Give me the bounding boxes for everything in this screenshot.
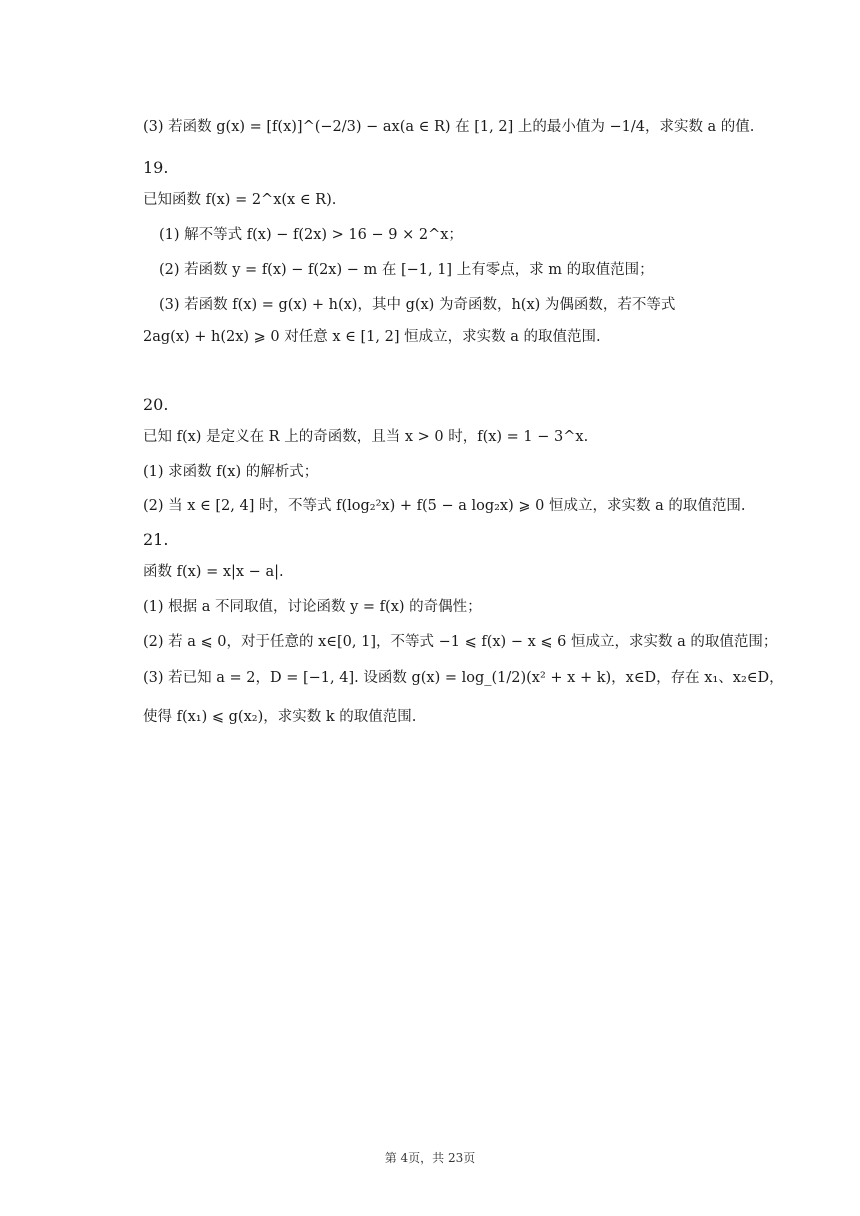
q21-stem: 函数 f(x) = x|x − a|. [143, 564, 284, 580]
q21-part1: (1) 根据 a 不同取值，讨论函数 y = f(x) 的奇偶性； [143, 599, 482, 615]
q19-stem: 已知函数 f(x) = 2^x(x ∈ R). [143, 192, 337, 208]
page-footer: 第 4页，共 23页 [384, 1151, 476, 1165]
q19-part2: (2) 若函数 y = f(x) − f(2x) − m 在 [−1, 1] 上有零点，求 m 的取值范围； [159, 262, 654, 278]
q19-number: 19. [143, 158, 169, 177]
q20-part1: (1) 求函数 f(x) 的解析式； [143, 464, 319, 480]
q21-number: 21. [143, 530, 169, 549]
q21-part2: (2) 若 a ⩽ 0，对于任意的 x∈[0, 1]，不等式 −1 ⩽ f(x) − x ⩽ 6 恒成立，求实数 a 的取值范围； [143, 634, 778, 650]
q19-part3b: 2ag(x) + h(2x) ⩾ 0 对任意 x ∈ [1, 2] 恒成立，求实数 a 的取值范围. [143, 329, 601, 345]
q19-part1: (1) 解不等式 f(x) − f(2x) > 16 − 9 × 2^x； [159, 227, 463, 243]
q21-part3b: 使得 f(x₁) ⩽ g(x₂)，求实数 k 的取值范围. [143, 709, 417, 725]
q20-stem: 已知 f(x) 是定义在 R 上的奇函数，且当 x > 0 时，f(x) = 1 − 3^x. [143, 429, 589, 445]
q18-part3: (3) 若函数 g(x) = [f(x)]^(−2/3) − ax(a ∈ R) 在 [1, 2] 上的最小值为 −1/4，求实数 a 的值. [143, 119, 755, 135]
q19-part3a: (3) 若函数 f(x) = g(x) + h(x)，其中 g(x) 为奇函数，h(x) 为偶函数，若不等式 [159, 297, 676, 313]
q20-number: 20. [143, 395, 169, 414]
q21-part3a: (3) 若已知 a = 2，D = [−1, 4]. 设函数 g(x) = log_(1/2)(x² + x + k)，x∈D，存在 x₁、x₂∈D， [143, 670, 784, 686]
q20-part2: (2) 当 x ∈ [2, 4] 时，不等式 f(log₂²x) + f(5 − a log₂x) ⩾ 0 恒成立，求实数 a 的取值范围. [143, 498, 746, 514]
